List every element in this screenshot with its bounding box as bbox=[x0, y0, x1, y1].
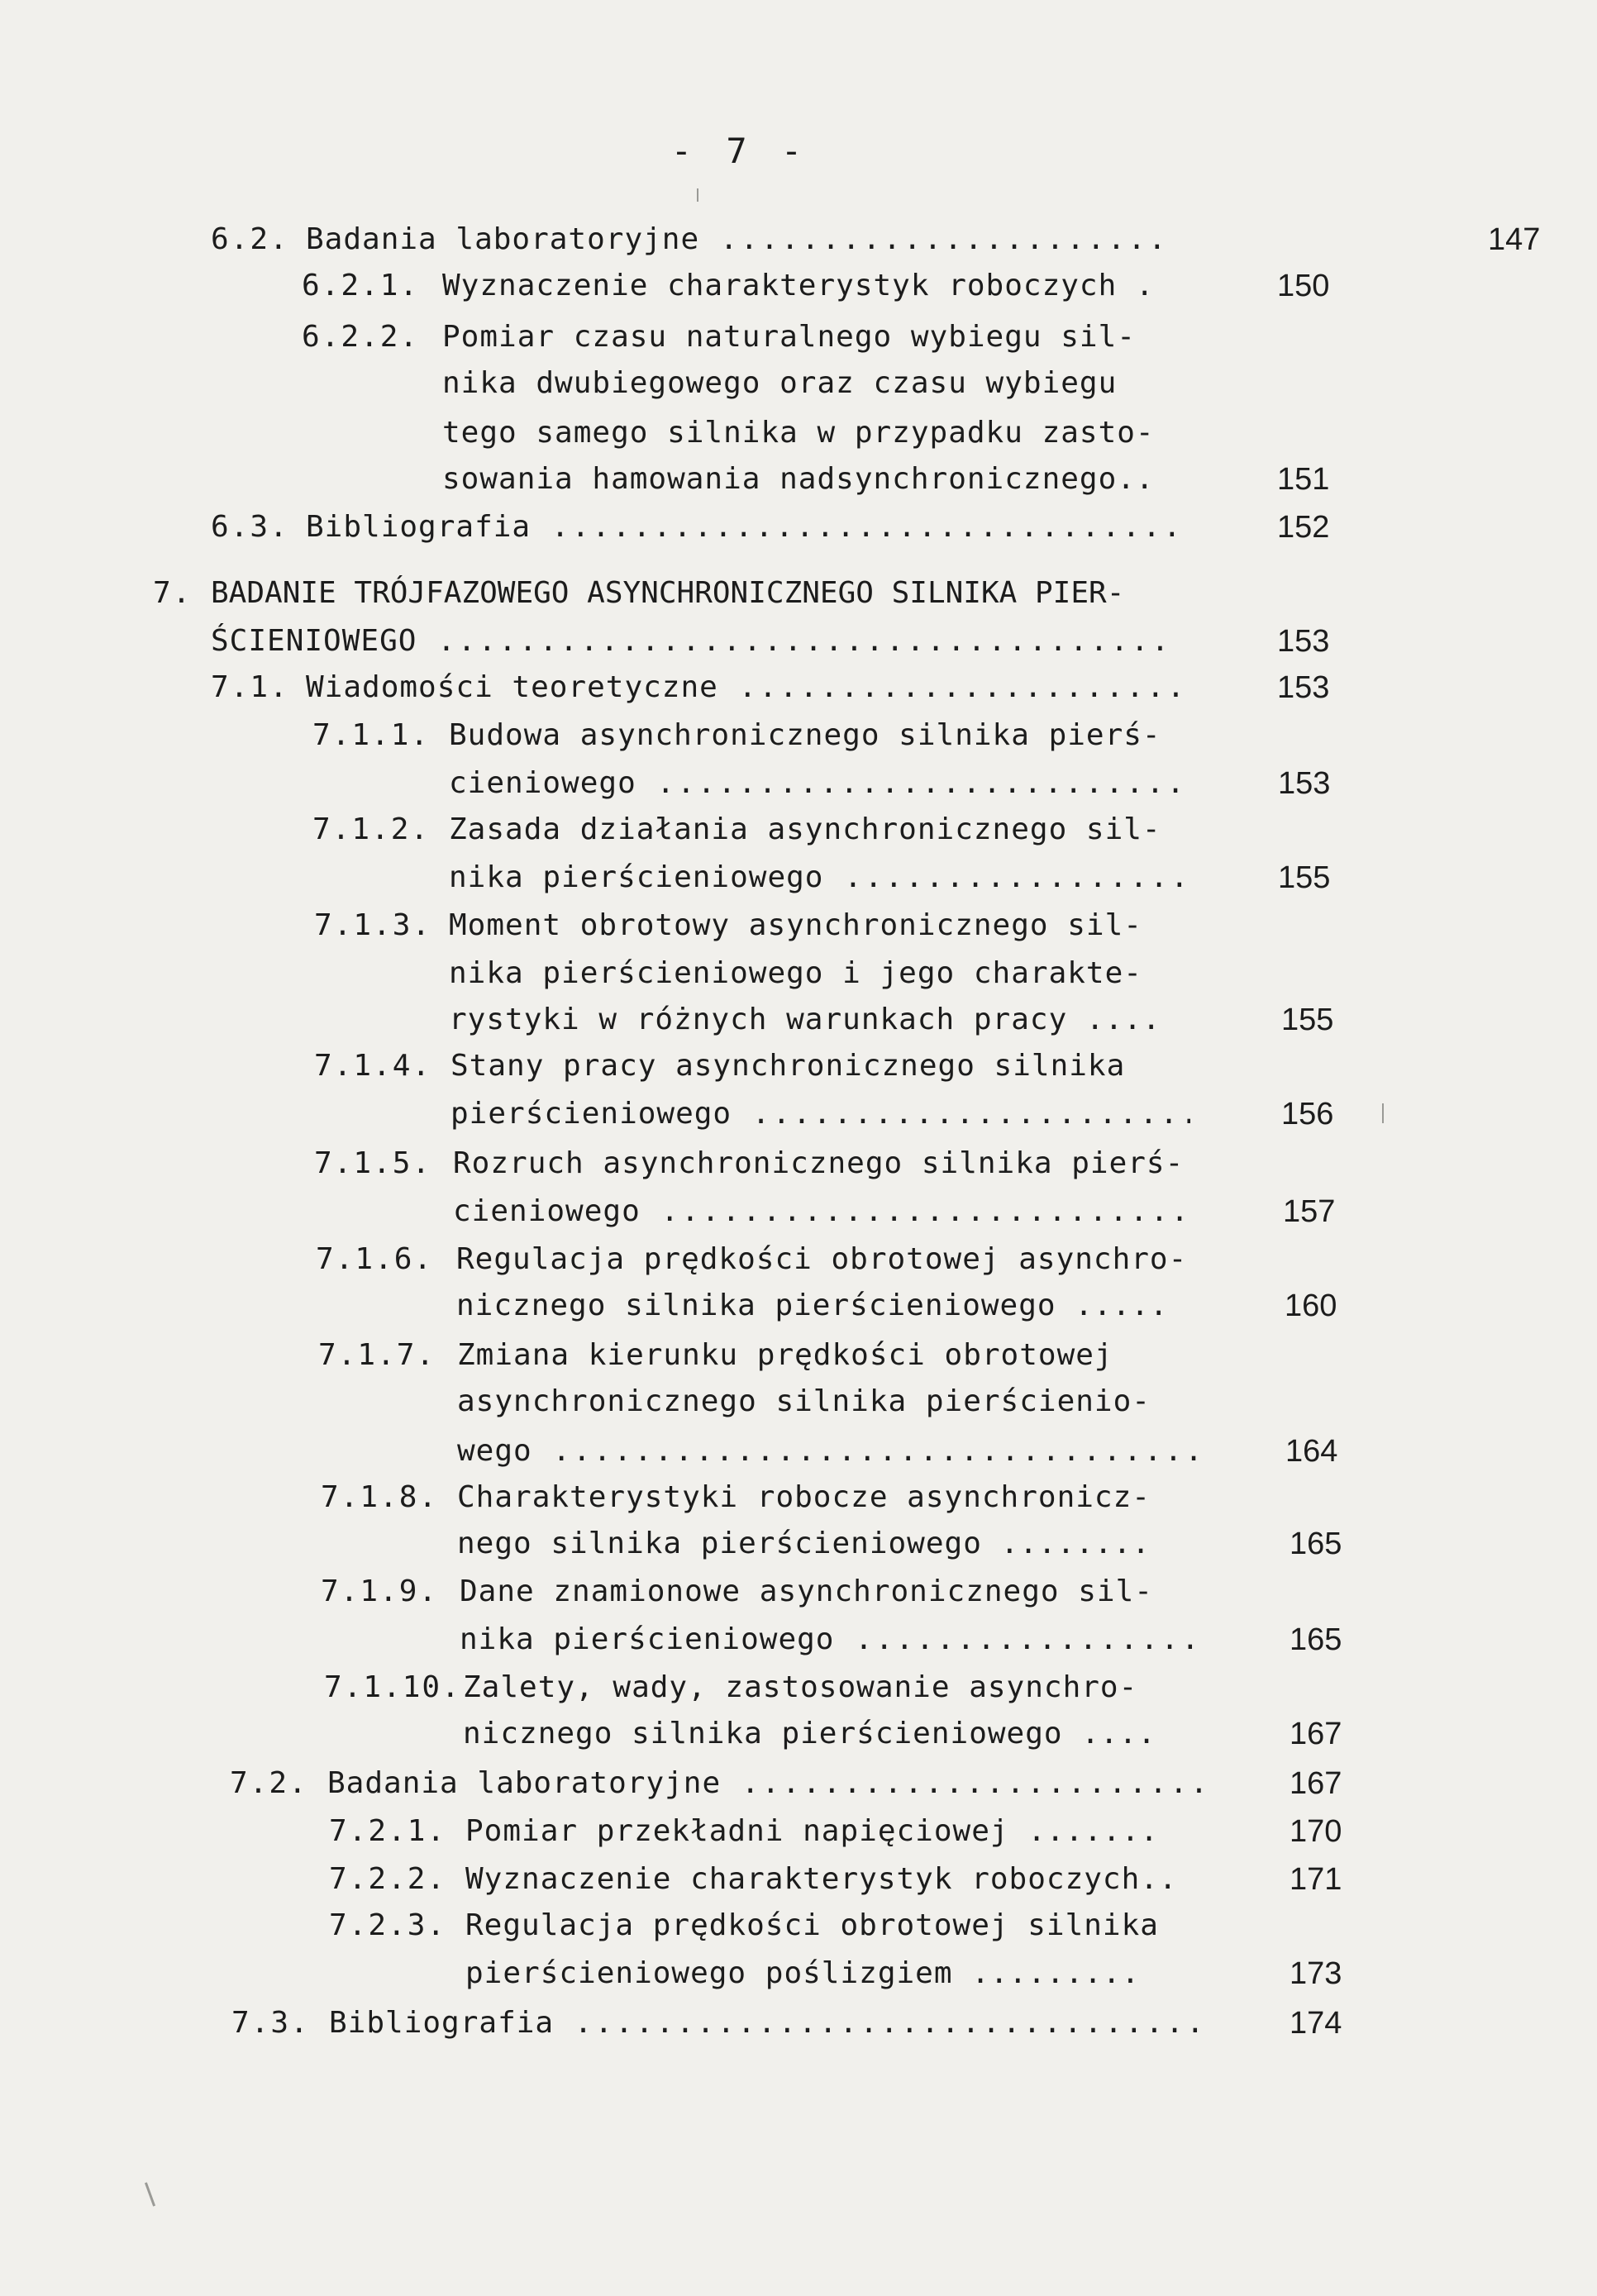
toc-entry-page: 155 bbox=[1281, 1003, 1334, 1037]
toc-entry bbox=[314, 1043, 1306, 1089]
toc-entry-continuation bbox=[318, 1379, 1310, 1425]
toc-entry-page: 165 bbox=[1290, 1622, 1342, 1657]
toc-entry-continuation bbox=[153, 618, 1330, 665]
toc-entry-page: 155 bbox=[1278, 860, 1331, 895]
toc-entry-number: 7.1.8. bbox=[321, 1480, 439, 1514]
toc-entry-title: Regulacja prędkości obrotowej silnika bbox=[465, 1908, 1159, 1942]
toc-entry-page: 157 bbox=[1283, 1194, 1336, 1229]
toc-entry bbox=[302, 314, 1294, 360]
toc-entry-continuation bbox=[321, 1521, 1342, 1567]
toc-entry bbox=[153, 570, 1310, 617]
toc-entry-title: Pomiar czasu naturalnego wybiegu sil- bbox=[442, 320, 1136, 354]
toc-entry-title: Budowa asynchronicznego silnika pierś- bbox=[449, 718, 1161, 752]
toc-entry bbox=[312, 807, 1304, 853]
toc-entry-continuation bbox=[302, 360, 1294, 407]
toc-entry-number: 7.1.1. bbox=[312, 718, 431, 752]
toc-entry-number: 7.1.5. bbox=[314, 1146, 432, 1180]
toc-entry-number: 7. bbox=[153, 576, 193, 610]
toc-entry-title: Dane znamionowe asynchronicznego sil- bbox=[460, 1574, 1153, 1608]
toc-entry-title: Zalety, wady, zastosowanie asynchro- bbox=[463, 1670, 1138, 1704]
toc-entry-title: BADANIE TRÓJFAZOWEGO ASYNCHRONICZNEGO SILNIKA PIER- bbox=[211, 576, 1125, 610]
toc-entry-page: 160 bbox=[1285, 1289, 1337, 1323]
toc-entry bbox=[329, 1856, 1342, 1903]
toc-entry-number: 6.2.2. bbox=[302, 320, 420, 354]
toc-entry bbox=[302, 263, 1330, 309]
toc-entry-title: Wyznaczenie charakterystyk roboczych.. bbox=[465, 1862, 1178, 1896]
toc-entry-title: sowania hamowania nadsynchronicznego.. bbox=[442, 462, 1155, 496]
toc-entry bbox=[211, 504, 1330, 550]
toc-entry-page: 156 bbox=[1281, 1097, 1334, 1131]
toc-entry-number: 7.2.1. bbox=[329, 1814, 447, 1848]
toc-entry-page: 165 bbox=[1290, 1527, 1342, 1561]
toc-entry-continuation bbox=[329, 1951, 1342, 1997]
toc-entry-number: 7.2. bbox=[230, 1766, 308, 1800]
toc-entry-number: 7.1.3. bbox=[314, 908, 432, 942]
toc-entry-title: nicznego silnika pierścieniowego ..... bbox=[456, 1289, 1169, 1322]
toc-entry-title: Zasada działania asynchronicznego sil- bbox=[449, 812, 1161, 846]
toc-entry-page: 153 bbox=[1278, 766, 1331, 801]
toc-entry-number: 7.2.3. bbox=[329, 1908, 447, 1942]
toc-entry-title: Stany pracy asynchronicznego silnika bbox=[450, 1049, 1126, 1083]
toc-entry bbox=[314, 1141, 1306, 1187]
toc-entry-title: cieniowego ..... bbox=[449, 760, 1185, 807]
toc-entry-page: 152 bbox=[1277, 510, 1330, 545]
toc-entry-title: Charakterystyki robocze asynchronicz- bbox=[457, 1480, 1151, 1514]
toc-entry bbox=[324, 1665, 1316, 1711]
toc-entry-title: nika dwubiegowego oraz czasu wybiegu bbox=[442, 366, 1118, 400]
toc-entry bbox=[231, 2000, 1342, 2046]
toc-entry-page: 164 bbox=[1285, 1434, 1338, 1469]
toc-entry bbox=[329, 1903, 1321, 1949]
toc-entry bbox=[314, 903, 1306, 949]
toc-entry-title: nego silnika pierścieniowego ........ bbox=[457, 1527, 1151, 1560]
toc-entry-page: 153 bbox=[1277, 670, 1330, 705]
toc-entry-continuation bbox=[314, 1091, 1334, 1137]
toc-entry-title: nika pierścieniowego i jego charakte- bbox=[449, 956, 1142, 990]
toc-entry bbox=[329, 1808, 1342, 1855]
toc-entry-continuation bbox=[316, 1283, 1337, 1329]
toc-entry-continuation bbox=[314, 950, 1306, 997]
page-number: - 7 - bbox=[670, 131, 809, 171]
toc-entry-title: Badania laboratoryjne ..... bbox=[327, 1760, 1204, 1807]
toc-entry-title: Bibliografia ..... bbox=[329, 2000, 1207, 2046]
toc-entry-title: nika pierścieniowego ..... bbox=[460, 1617, 1201, 1663]
toc-entry-continuation bbox=[324, 1711, 1342, 1757]
scan-mark bbox=[145, 2182, 155, 2206]
toc-entry-title: wego ..... bbox=[457, 1428, 1197, 1474]
toc-entry-number: 7.1.7. bbox=[318, 1338, 436, 1372]
toc-entry bbox=[312, 712, 1304, 759]
toc-entry-number: 7.2.2. bbox=[329, 1862, 447, 1896]
toc-entry-continuation bbox=[302, 456, 1330, 503]
toc-entry-page: 150 bbox=[1277, 269, 1330, 303]
toc-entry-page: 167 bbox=[1290, 1717, 1342, 1751]
toc-entry bbox=[321, 1569, 1313, 1615]
toc-entry-number: 6.2. bbox=[211, 222, 289, 256]
toc-entry-title: Rozruch asynchronicznego silnika pierś- bbox=[453, 1146, 1185, 1180]
toc-entry-page: 174 bbox=[1290, 2006, 1342, 2041]
toc-entry-continuation bbox=[314, 1188, 1336, 1235]
toc-entry-number: 7.3. bbox=[231, 2006, 310, 2040]
toc-entry-number: 7.1.9. bbox=[321, 1574, 439, 1608]
scan-mark bbox=[1382, 1103, 1384, 1123]
toc-entry-page: 151 bbox=[1277, 462, 1330, 497]
toc-entry-title: rystyki w różnych warunkach pracy .... bbox=[449, 1003, 1161, 1036]
toc-entry-title: nicznego silnika pierścieniowego .... bbox=[463, 1717, 1156, 1751]
toc-entry-number: 7.1.6. bbox=[316, 1242, 434, 1276]
toc-entry-continuation bbox=[321, 1617, 1342, 1663]
toc-entry-number: 6.2.1. bbox=[302, 269, 420, 302]
toc-entry-number: 7.1.10. bbox=[324, 1670, 461, 1704]
toc-entry-page: 147 bbox=[1488, 222, 1541, 257]
toc-entry-number: 7.1.2. bbox=[312, 812, 431, 846]
toc-entry-title: cieniowego ..... bbox=[453, 1188, 1193, 1235]
toc-entry-title: pierścieniowego poślizgiem ......... bbox=[465, 1956, 1141, 1990]
scan-mark bbox=[697, 188, 698, 202]
toc-entry-title: Pomiar przekładni napięciowej ....... bbox=[465, 1814, 1159, 1848]
toc-entry-continuation bbox=[312, 760, 1331, 807]
toc-entry-page: 173 bbox=[1290, 1956, 1342, 1991]
toc-entry-page: 170 bbox=[1290, 1814, 1342, 1849]
toc-entry-title: Wyznaczenie charakterystyk roboczych . bbox=[442, 269, 1155, 302]
toc-entry-page: 171 bbox=[1290, 1862, 1342, 1897]
toc-entry-number: 7.1. bbox=[211, 670, 289, 704]
toc-entry-continuation bbox=[318, 1428, 1338, 1474]
toc-entry-title: Wiadomości teoretyczne ..... bbox=[306, 665, 1182, 711]
toc-entry-title: Badania laboratoryjne ..... bbox=[306, 217, 1174, 263]
toc-entry-title: nika pierścieniowego ..... bbox=[449, 855, 1185, 901]
toc-entry-title: pierścieniowego ..... bbox=[450, 1091, 1190, 1137]
toc-entry-continuation bbox=[312, 855, 1331, 901]
toc-entry-number: 7.1.4. bbox=[314, 1049, 432, 1083]
toc-entry-page: 153 bbox=[1277, 624, 1330, 659]
toc-entry bbox=[318, 1332, 1310, 1379]
toc-entry-continuation bbox=[302, 410, 1294, 456]
toc-entry-page: 167 bbox=[1290, 1766, 1342, 1801]
toc-entry-title: Zmiana kierunku prędkości obrotowej bbox=[457, 1338, 1113, 1372]
toc-entry-title: Moment obrotowy asynchronicznego sil- bbox=[449, 908, 1142, 942]
toc-entry-title: asynchronicznego silnika pierścienio- bbox=[457, 1384, 1151, 1418]
toc-entry-title: Bibliografia ..... bbox=[306, 504, 1178, 550]
toc-entry bbox=[211, 217, 1541, 263]
toc-entry bbox=[321, 1474, 1313, 1521]
toc-entry bbox=[211, 665, 1330, 711]
toc-entry-title: Regulacja prędkości obrotowej asynchro- bbox=[456, 1242, 1188, 1276]
toc-entry bbox=[316, 1236, 1308, 1283]
toc-entry bbox=[230, 1760, 1342, 1807]
toc-entry-title: tego samego silnika w przypadku zasto- bbox=[442, 416, 1155, 450]
toc-entry-continuation bbox=[314, 997, 1334, 1043]
toc-entry-title: ŚCIENIOWEGO ..... bbox=[211, 618, 1178, 665]
toc-entry-number: 6.3. bbox=[211, 510, 289, 544]
